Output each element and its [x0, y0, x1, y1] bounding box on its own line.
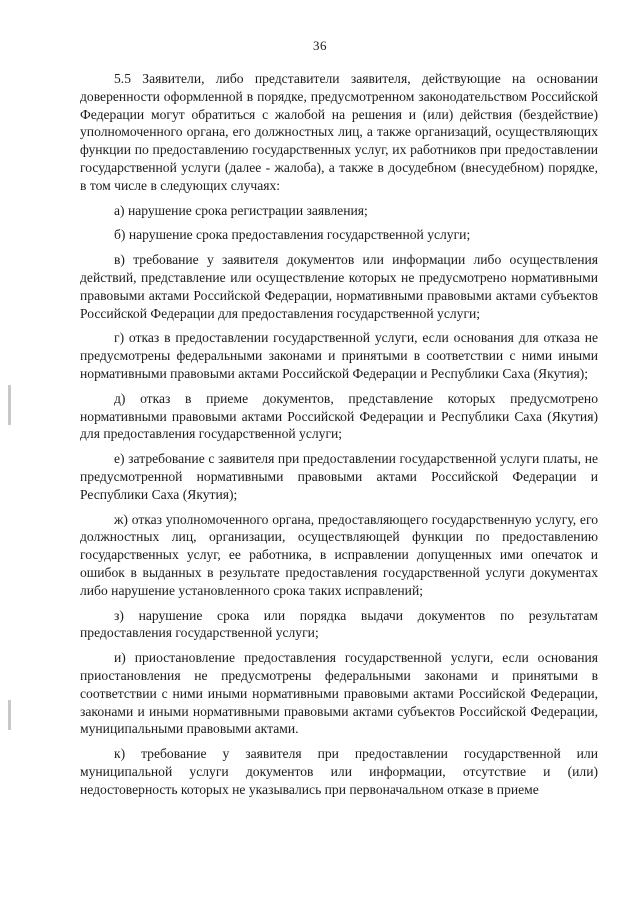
- scan-margin-mark: [8, 385, 11, 425]
- paragraph-k: к) требование у заявителя при предоставлении государственной или муниципальной услуги документов или информации, отсутствие и (или) недостоверность которых не указывались при первоначальном отказе в приеме: [80, 746, 598, 797]
- paragraph-v: в) требование у заявителя документов или информации либо осуществления действий, представление или осуществление которых не предусмотрено нормативными правовыми актами Российской Федерации, нормативными правовыми актами субъектов Российской Федерации для предоставления государственной услуги;: [80, 252, 598, 321]
- paragraph-i: и) приостановление предоставления государственной услуги, если основания приостановления не предусмотрены федеральными законами и принятыми в соответствии с ними иными нормативными правовыми актами Российской Федерации, законами и иными нормативными правовыми актами субъектов Российской Федерации, муниципальными правовыми актами.: [80, 650, 598, 737]
- scan-margin-mark: [8, 700, 11, 730]
- page-number: 36: [313, 38, 327, 53]
- body-text: [80, 70, 598, 798]
- paragraph-5-5: 5.5 Заявители, либо представители заявителя, действующие на основании доверенности оформленной в порядке, предусмотренном законодательством Российской Федерации могут обратиться с жалобой на решения и (или) действия (бездействие) уполномоченного органа, его должностных лиц, а также организаций, осуществляющих функции по предоставлению государственных услуг, их работников при предоставлении государственной услуги (далее - жалоба), а также в досудебном (внесудебном) порядке, в том числе в следующих случаях:: [80, 71, 598, 193]
- paragraph-zh: ж) отказ уполномоченного органа, предоставляющего государственную услугу, его должностных лиц, организации, осуществляющей функции по предоставлению государственных услуг, ее работника, в исправлении допущенных ими опечаток и ошибок в выданных в результате предоставления государственной услуги документах либо нарушение установленного срока таких исправлений;: [80, 511, 598, 598]
- paragraph-e: е) затребование с заявителя при предоставлении государственной услуги платы, не предусмотренной нормативными правовыми актами Российской Федерации и Республики Саха (Якутия);: [80, 451, 598, 502]
- paragraph-g: г) отказ в предоставлении государственной услуги, если основания для отказа не предусмотрены федеральными законами и принятыми в соответствии с ними иными нормативными правовыми актами Российской Федерации и Республики Саха (Якутия);: [80, 330, 598, 381]
- paragraph-d: д) отказ в приеме документов, представление которых предусмотрено нормативными правовыми актами Российской Федерации и Республики Саха (Якутия) для предоставления государственной услуги;: [80, 390, 598, 442]
- paragraph-b: б) нарушение срока предоставления государственной услуги;: [114, 227, 471, 243]
- paragraph-a: а) нарушение срока регистрации заявления;: [114, 202, 368, 218]
- paragraph-z: з) нарушение срока или порядка выдачи документов по результатам предоставления государственной услуги;: [80, 607, 598, 641]
